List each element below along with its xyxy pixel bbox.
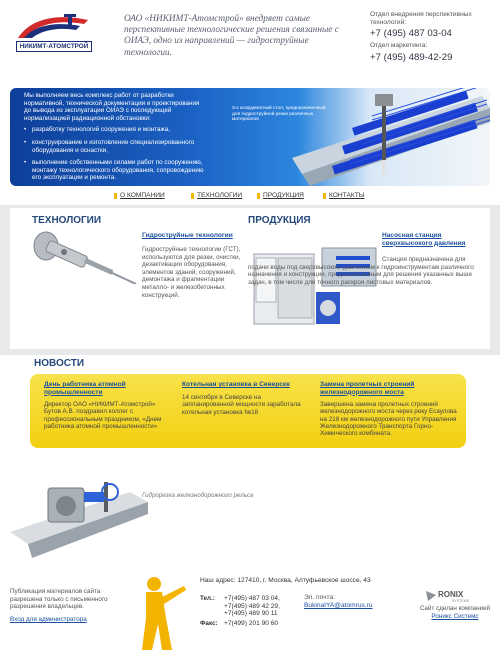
footer-email-link[interactable]: BukinaIYA@atomrus.ru <box>304 602 373 609</box>
news-item-title[interactable]: Замена пролетных строений железнодорожного моста <box>320 381 415 396</box>
contact-label-technologies: Отдел внедрения перспективных технологий: <box>370 11 472 26</box>
news-heading: НОВОСТИ <box>34 358 85 369</box>
footer-tel-label: Тел.: <box>200 595 215 602</box>
site-slogan: ОАО «НИКИМТ-Атомстрой» внедряет самые перспективные технологические решения связанные с ОИАЭ, одно из направлений — гидроструйные технологии. <box>124 14 339 58</box>
header-contacts <box>370 11 495 66</box>
footer-tel-list <box>224 595 280 618</box>
worker-silhouette-icon <box>132 574 192 650</box>
banner-text <box>24 92 206 186</box>
products-article-link[interactable]: Насосная станция сверхвысокого давления <box>382 232 466 247</box>
news-item-title[interactable]: Котельная установка в Северске <box>182 381 290 388</box>
footer-tel-2: +7(495) 489 42 29, <box>224 602 280 610</box>
rail-image-caption: Гидрорезка железнодорожного рельса <box>142 492 254 499</box>
products-heading: ПРОДУКЦИЯ <box>248 215 311 226</box>
contact-phone-technologies: +7 (495) 487 03-04 <box>370 28 452 40</box>
news-panel <box>30 374 466 448</box>
company-logo[interactable] <box>14 12 94 52</box>
banner-list-item: • разработку технологий сооружения и монтажа, <box>24 126 206 134</box>
made-by-note <box>410 605 500 620</box>
main-nav <box>114 192 414 202</box>
footer-email-label: Эл. почта: <box>304 594 336 601</box>
made-by-link[interactable]: Роникс Системс <box>431 612 479 620</box>
ronix-logo-subtext: SYSTEMS <box>452 599 470 603</box>
admin-login-link[interactable]: Вход для администратора <box>10 616 87 623</box>
news-item-title[interactable]: День работника атомной промышленности <box>44 381 126 396</box>
banner-list <box>24 126 206 182</box>
nozzle-image <box>30 228 140 284</box>
ronix-logo-icon <box>424 589 490 603</box>
banner-intro: Мы выполняем весь комплекс работ от разработки нормативной, технической документации и проектирования до вывода из эксплуатации ОИАЭ с последующей нормализацией радиационной обстановки: <box>24 92 200 122</box>
nav-item-contacts[interactable]: КОНТАКТЫ <box>323 192 365 199</box>
footer-fax-label: Факс: <box>200 620 218 627</box>
nav-item-about[interactable]: О КОМПАНИИ <box>114 192 165 199</box>
news-item-text: Директор ОАО «НИКИМТ-Атомстрой» Бутов А.В. поздравил коллег с профессиональным праздником, «Днем работника атомной промышленности» <box>44 401 162 430</box>
nav-item-technologies[interactable]: ТЕХНОЛОГИИ <box>191 192 242 199</box>
technologies-heading: ТЕХНОЛОГИИ <box>32 215 102 226</box>
made-by-text: Сайт сделан компанией <box>419 605 491 612</box>
news-item-text: Завершена замена пролетных строений железнодорожного моста через реку Есаулова на 218 км железнодорожного пути Управления Железнодорожного Транспорта Горно-Химического комбината. <box>320 401 457 438</box>
footer-tel-3: +7(495) 489 90 11 <box>224 610 278 618</box>
footer-fax: +7(499) 201 90 60 <box>224 620 279 627</box>
footer-tel-1: +7(495) 487 03 04, <box>224 595 280 602</box>
contact-label-marketing: Отдел маркетинга: <box>370 42 428 50</box>
contact-phone-marketing: +7 (495) 489-42-29 <box>370 51 453 63</box>
logo-wordmark: НИКИМТ-АТОМСТРОЙ <box>16 41 92 52</box>
news-item-text: 14 сентября в Северске на запланированной мощности заработала котельная установка №18 <box>182 394 301 416</box>
footer-address: Наш адрес: 127410, г. Москва, Алтуфьевское шоссе, 43 <box>200 577 371 584</box>
technologies-text: Гидроструйные технологии (ГСТ), используются для резки, очистки, дезактивации оборудования, элементов зданий, сооружений, демонтажа и фрагментации металло- и железобетонных конструкций. <box>142 246 241 299</box>
banner-list-item: • конструирование и изготовление специализированного оборудования и оснастки, <box>24 139 206 154</box>
banner-caption: 3-х координатный стол, предназначенный для гидроструйной резки различных материалов <box>232 106 326 123</box>
products-text: Станция предназначена для подачи воды под сверхвысоким давлением к гидроинструментам различного назначения и конструкции, предназначенным для решения указанных выше задач, в том числе для точного раскроя листовых материалов. <box>248 256 474 286</box>
copyright-notice: Публикация материалов сайта разрешена только с письменного разрешения владельцев. <box>10 588 108 611</box>
logo-emblem-icon <box>14 12 94 42</box>
hero-banner <box>10 88 490 186</box>
banner-list-item: • выполнение собственными силами работ по сооружению, монтажу технологического оборудования, сопровождению его эксплуатации и ремонта. <box>24 159 206 182</box>
nav-item-products[interactable]: ПРОДУКЦИЯ <box>257 192 304 199</box>
ronix-logo[interactable] <box>424 589 490 603</box>
technologies-article-link[interactable]: Гидроструйные технологии <box>142 232 233 239</box>
cutting-table-image <box>232 88 490 186</box>
ronix-logo-text: RONIX <box>438 590 464 599</box>
rail-cutting-image <box>0 462 150 570</box>
content-box <box>10 208 490 349</box>
